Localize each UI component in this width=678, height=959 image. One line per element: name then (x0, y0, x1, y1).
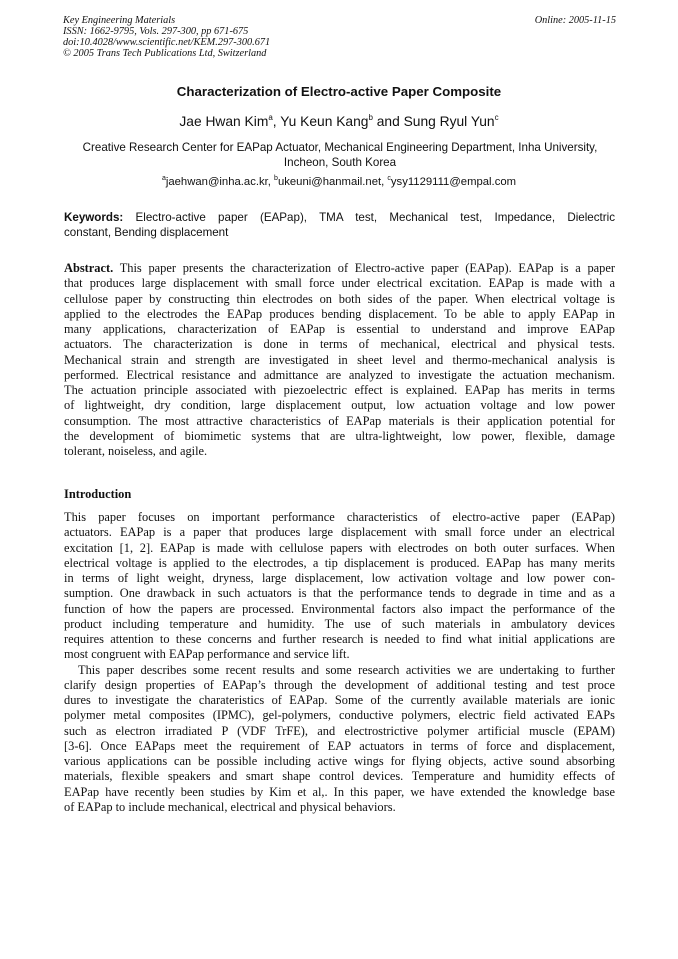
email-address[interactable]: jaehwan@inha.ac.kr, (165, 176, 275, 188)
abstract-line: many applications, characterization of EAPap is essential to understand and improve EAPap (64, 322, 615, 336)
intro-line: most congruent with EAPap performance and service lift. (64, 647, 350, 662)
author-separator: , (272, 114, 281, 129)
email-address[interactable]: ukeuni@hanmail.net, (277, 176, 388, 188)
intro-line: materials, flexible speakers and smart shape control devices. Temperature and humidity effects of (64, 769, 615, 784)
intro-line: polymer metal composites (IPMC), gel-polymers, conductive polymers, electric field activated EAPs (64, 708, 615, 723)
intro-line: such as electron irradiated P (VDF TrFE), and electrostrictive polymer artificial muscle (EPAM) (64, 723, 615, 738)
journal-doi: doi:10.4028/www.scientific.net/KEM.297-300.671 (63, 37, 271, 48)
author-name: Jae Hwan Kim (179, 114, 269, 129)
intro-line: of EAPap to include mechanical, electrical and physical behaviors. (64, 799, 396, 814)
email-mark: b (274, 175, 278, 182)
abstract-line: that produces large displacement with small force under electrical excitation. EAPap is made with a (64, 276, 615, 291)
email-mark: a (161, 175, 166, 182)
affiliation (60, 140, 620, 170)
intro-line: actuators. EAPap is a paper that produces large displacement with small force under an electrical (64, 525, 615, 540)
abstract-line: performed. Electrical resistance and admittance are analyzed to investigate the actuation mechanism. (64, 367, 615, 382)
journal-header (63, 15, 616, 59)
introduction-body (64, 510, 615, 815)
author-emails (0, 176, 678, 188)
affiliation-line: Incheon, South Korea (283, 156, 397, 169)
email-mark: c (387, 175, 391, 182)
intro-line: clarify design properties of EAPap’s through the development of additional testing and test proce (64, 677, 615, 692)
keywords-text: constant, Bending displacement (64, 226, 229, 239)
author-mark: b (368, 113, 373, 122)
intro-line: This paper describes some recent results and some research activities we are undertaking to further (78, 662, 615, 677)
journal-issn: ISSN: 1662-9795, Vols. 297-300, pp 671-675 (63, 26, 249, 37)
intro-line: product including temperature and humidity. The use of such materials in ambulatory devices (64, 616, 615, 631)
intro-line: excitation [1, 2]. EAPap is made with cellulose papers with electrodes on both outer surfaces. When (64, 540, 615, 555)
online-date: Online: 2005-11-15 (534, 15, 616, 26)
paper-title: Characterization of Electro-active Paper Composite (176, 84, 502, 99)
author-name: Sung Ryul Yun (403, 114, 495, 129)
intro-line: [3-6]. Once EAPaps meet the requirement of EAP actuators in terms of force and displacement, (64, 738, 615, 753)
abstract-block (64, 261, 615, 459)
affiliation-line: Creative Research Center for EAPap Actuator, Mechanical Engineering Department, Inha University, (82, 141, 598, 154)
intro-line: sumption. One drawback in such actuators is that the performance tends to degrade in time and as a (64, 586, 615, 601)
abstract-line: the development of biomimetic systems that are ultra-lightweight, low power, flexible, damage (64, 428, 615, 443)
intro-line: dures to investigate the charateristics of EAPap. Some of the currently available materials are ionic (64, 693, 615, 707)
abstract-line: Mechanical strain and strength are investigated in sheet level and thermo-mechanical analysis is (64, 352, 615, 367)
keywords-text: Electro-active paper (EAPap), TMA test, Mechanical test, Impedance, Dielectric (123, 211, 615, 224)
author-list (0, 114, 678, 129)
abstract-line: This paper presents the characterization of Electro-active paper (EAPap). EAPap is a paper (113, 261, 615, 275)
author-mark: a (268, 113, 273, 122)
journal-copyright: © 2005 Trans Tech Publications Ltd, Switzerland (63, 48, 267, 59)
abstract-line: tolerant, noiseless, and agile. (64, 444, 208, 458)
intro-line: requires attention to these concerns and further research is needed to find what initial applications are (64, 632, 615, 646)
email-address[interactable]: ysy1129111@empal.com (390, 176, 517, 188)
journal-name: Key Engineering Materials (63, 15, 176, 26)
abstract-line: applied to the electrodes the EAPap produces bending displacement. To be able to apply EAPap in (64, 306, 615, 321)
intro-line: function of how the papers are processed. Environmental factors also impact the performance of the (64, 601, 615, 616)
abstract-line: cellulose paper by constructing thin electrodes on both sides of the paper. When electrical voltage is (64, 291, 615, 306)
section-heading-introduction: Introduction (64, 487, 132, 501)
keywords-block (64, 210, 615, 240)
abstract-line: The actuation principle associated with piezoelectric effect is explained. EAPap has merits in terms (64, 383, 615, 397)
abstract-line: of lightweight, dry condition, large displacement output, low actuation voltage and low power (64, 398, 615, 413)
intro-line: in terms of light weight, dryness, large displacement, low activation voltage and low power con- (64, 571, 615, 585)
author-mark: c (494, 113, 499, 122)
abstract-line: actuators. The characterization is done in terms of mechanical, electrical and physical tests. (64, 337, 615, 352)
author-separator: and (372, 114, 404, 129)
intro-line: electrical voltage is applied to the electrodes, a tip displacement is produced. EAPap has many merits (64, 555, 615, 570)
keywords-label: Keywords: (64, 211, 124, 224)
abstract-line: consumption. The most attractive characteristics of EAPap materials is their application potential for (64, 413, 615, 428)
intro-line: various applications can be possible including active wings for flying objects, active sound absorbing (64, 754, 615, 768)
intro-line: EAPap have recently been studies by Kim et al,. In this paper, we have extended the knowledge base (64, 784, 615, 799)
abstract-label: Abstract. (64, 261, 114, 275)
intro-line: This paper focuses on important performance characteristics of electro-active paper (EAPap) (64, 510, 615, 524)
author-name: Yu Keun Kang (280, 114, 369, 129)
